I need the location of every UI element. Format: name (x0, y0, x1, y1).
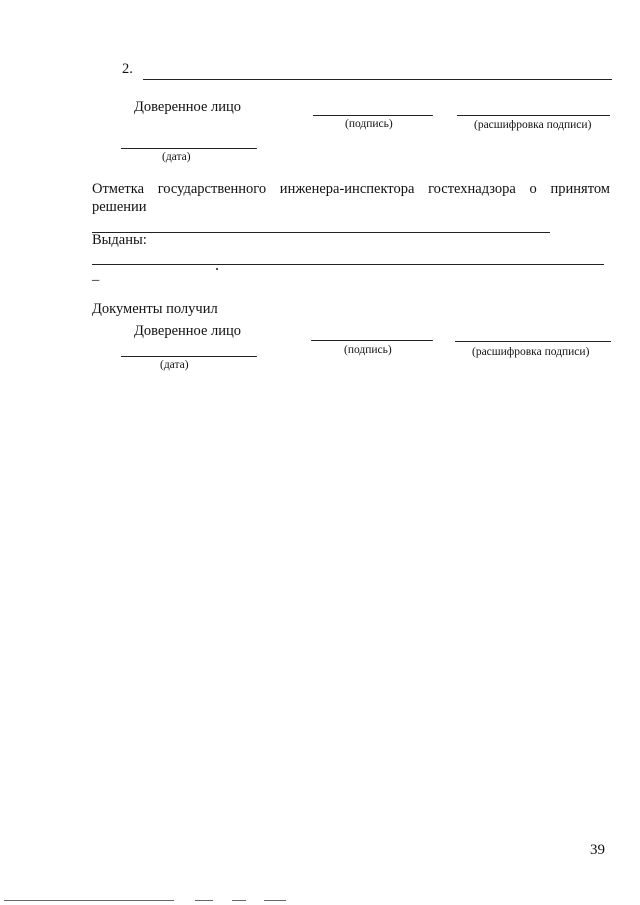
decision-line (92, 232, 550, 233)
dash-mark: – (92, 272, 100, 288)
page-number: 39 (590, 842, 605, 858)
inspector-note-line2: решении (92, 199, 147, 215)
issued-label: Выданы: (92, 232, 147, 248)
decoding-line (457, 115, 610, 116)
date-line (121, 148, 257, 149)
inspector-note-line1: Отметка государственного инженера-инспектора гостехнадзора о принятом (92, 181, 610, 197)
item-number: 2. (122, 61, 133, 77)
proxy-label-2: Доверенное лицо (134, 323, 242, 339)
proxy-label: Доверенное лицо (134, 99, 242, 115)
decoding-line-2 (455, 341, 611, 342)
scan-edge-dash-2 (232, 900, 246, 901)
documents-received-label: Документы получил (92, 301, 218, 317)
scan-edge-dash-3 (264, 900, 286, 901)
date-line-2 (121, 356, 257, 357)
decoding-caption: (расшифровка подписи) (474, 119, 592, 131)
date-caption: (дата) (162, 151, 191, 163)
signature-caption: (подпись) (345, 118, 393, 130)
decoding-caption-2: (расшифровка подписи) (472, 346, 590, 358)
signature-caption-2: (подпись) (344, 344, 392, 356)
scan-edge-line (4, 900, 174, 901)
issued-line (92, 264, 604, 265)
date-caption-2: (дата) (160, 359, 189, 371)
scan-speck (216, 268, 218, 270)
item-2-line (143, 79, 612, 80)
signature-line-2 (311, 340, 433, 341)
signature-line (313, 115, 433, 116)
scan-edge-dash-1 (195, 900, 213, 901)
